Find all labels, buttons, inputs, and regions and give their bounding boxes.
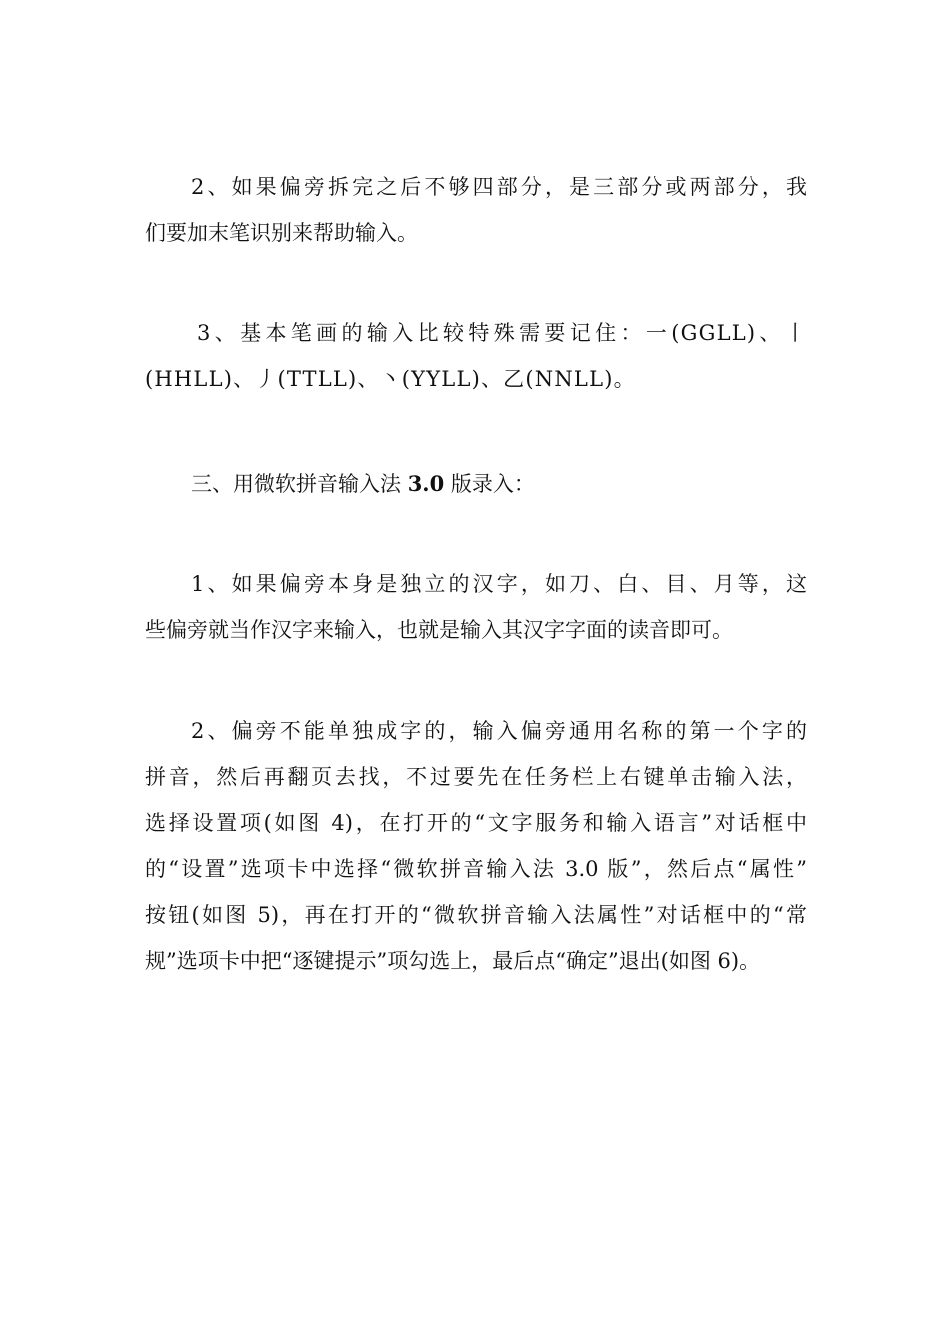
paragraph-radical-end-stroke — [145, 164, 807, 256]
text-line: 选择设置项(如图 4)，在打开的“文字服务和输入语言”对话框中 — [145, 811, 807, 835]
heading-text-after: 版录入： — [444, 472, 535, 496]
text-line: 2、偏旁不能单独成字的，输入偏旁通用名称的第一个字的 — [191, 719, 807, 743]
heading-line — [145, 461, 807, 507]
text-line: 2、如果偏旁拆完之后不够四部分，是三部分或两部分，我 — [191, 175, 807, 199]
text-line: 些偏旁就当作汉字来输入，也就是输入其汉字字面的读音即可。 — [145, 618, 733, 642]
text-line: 1、如果偏旁本身是独立的汉字，如刀、白、目、月等，这 — [191, 572, 807, 596]
paragraph-basic-strokes — [145, 310, 807, 402]
text-line: 拼音，然后再翻页去找，不过要先在任务栏上右键单击输入法， — [145, 765, 807, 789]
text-line: (HHLL)、丿(TTLL)、丶(YYLL)、乙(NNLL)。 — [145, 367, 636, 391]
section-heading-microsoft-pinyin — [145, 461, 807, 507]
text-line: 的“设置”选项卡中选择“微软拼音输入法 3.0 版”，然后点“属性” — [145, 857, 807, 881]
text-line: 们要加末笔识别来帮助输入。 — [145, 221, 418, 245]
heading-version-bold: 3.0 — [407, 471, 445, 496]
paragraph-non-character-radicals — [145, 708, 807, 984]
text-line: 按钮(如图 5)，再在打开的“微软拼音输入法属性”对话框中的“常 — [145, 903, 807, 927]
paragraph-independent-radicals — [145, 561, 807, 653]
text-line: 3、基本笔画的输入比较特殊需要记住：一(GGLL)、丨 — [197, 321, 807, 345]
text-line: 规”选项卡中把“逐键提示”项勾选上，最后点“确定”退出(如图 6)。 — [145, 949, 761, 973]
heading-text-before: 三、用微软拼音输入法 — [191, 472, 408, 496]
